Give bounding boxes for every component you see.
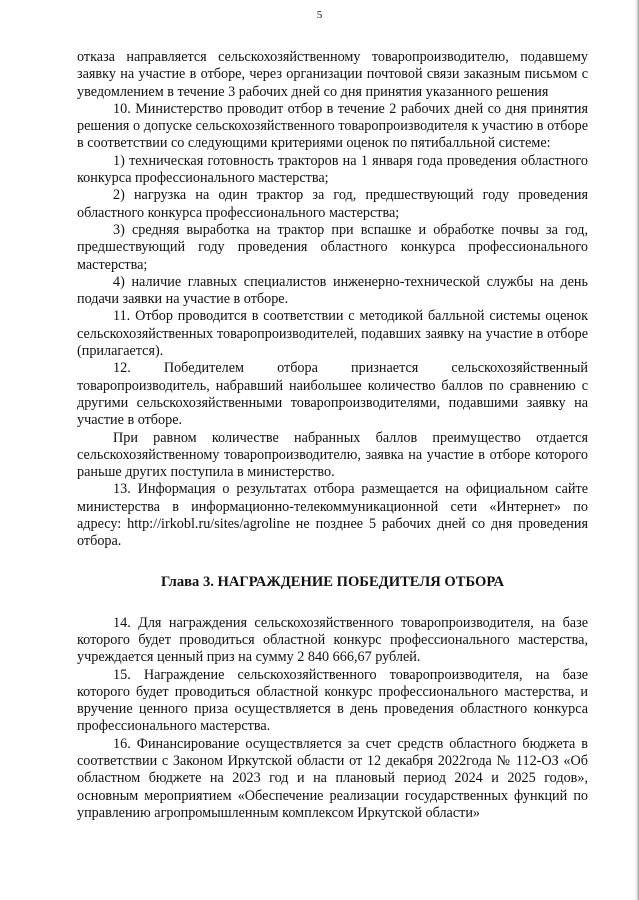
- chapter-heading: Глава 3. НАГРАЖДЕНИЕ ПОБЕДИТЕЛЯ ОТБОРА: [161, 573, 504, 590]
- paragraph-item-12: 12. Победителем отбора признается сельскохозяйственный товаропроизводитель, набравший наибольшее количество баллов по сравнению с другими сельскохозяйственными товаропроизводителями, подавшими заявку на участие в отборе.: [77, 360, 588, 429]
- paragraph-item-15: 15. Награждение сельскохозяйственного товаропроизводителя, на базе которого будет проводиться областной конкурс профессионального мастерства, и вручение ценного приза осуществляется в день проведения областного конкурса профессионального мастерства.: [77, 666, 588, 735]
- section-after-heading: [77, 615, 588, 823]
- criterion-2: 2) нагрузка на один трактор за год, предшествующий году проведения областного конкурса профессионального мастерства;: [77, 187, 588, 221]
- spacer: [77, 551, 588, 573]
- paragraph-item-13: 13. Информация о результатах отбора размещается на официальном сайте министерства в информационно-телекоммуникационной сети «Интернет» по адресу: http://irkobl.ru/sites/agroline не позднее 5 рабочих дней со дня проведения отбора.: [77, 481, 588, 550]
- section-before-heading: [77, 49, 588, 551]
- paragraph-item-16: 16. Финансирование осуществляется за счет средств областного бюджета в соответствии с Законом Иркутской области от 12 декабря 2022года № 112-ОЗ «Об областном бюджете на 2023 год и на плановый период 2024 и 2025 годов», основным мероприятием «Обеспечение реализации государственных функций по управлению агропромышленным комплексом Иркутской области»: [77, 735, 588, 821]
- paragraph-equal-score: При равном количестве набранных баллов преимущество отдается сельскохозяйственному товаропроизводителю, заявка на участие в отборе которого раньше других поступила в министерство.: [77, 429, 588, 481]
- document-body: [77, 49, 588, 822]
- paragraph-item-11: 11. Отбор проводится в соответствии с методикой балльной системы оценок сельскохозяйственных товаропроизводителей, подавших заявку на участие в отборе (прилагается).: [77, 308, 588, 360]
- paragraph-continuation: отказа направляется сельскохозяйственному товаропроизводителю, подавшему заявку на участие в отборе, через организации почтовой связи заказным письмом с уведомлением в течение 3 рабочих дней со дня принятия указанного решения: [77, 49, 588, 100]
- criterion-3: 3) средняя выработка на трактор при вспашке и обработке почвы за год, предшествующий году проведения областного конкурса профессионального мастерства;: [77, 221, 588, 273]
- criterion-1: 1) техническая готовность тракторов на 1 января года проведения областного конкурса профессионального мастерства;: [77, 152, 588, 187]
- paragraph-item-14: 14. Для награждения сельскохозяйственного товаропроизводителя, на базе которого будет проводиться областной конкурс профессионального мастерства, учреждается ценный приз на сумму 2 840 666,67 рублей.: [77, 614, 588, 666]
- paragraph-item-10: 10. Министерство проводит отбор в течение 2 рабочих дней со дня принятия решения о допуске сельскохозяйственного товаропроизводителя к участию в отборе в соответствии со следующими критериями оценок по пятибалльной системе:: [77, 100, 588, 152]
- criterion-4: 4) наличие главных специалистов инженерно-технической службы на день подачи заявки на участие в отборе.: [77, 273, 588, 308]
- spacer: [77, 591, 588, 615]
- scan-edge-shadow: [635, 0, 639, 900]
- page-number: 5: [316, 9, 323, 21]
